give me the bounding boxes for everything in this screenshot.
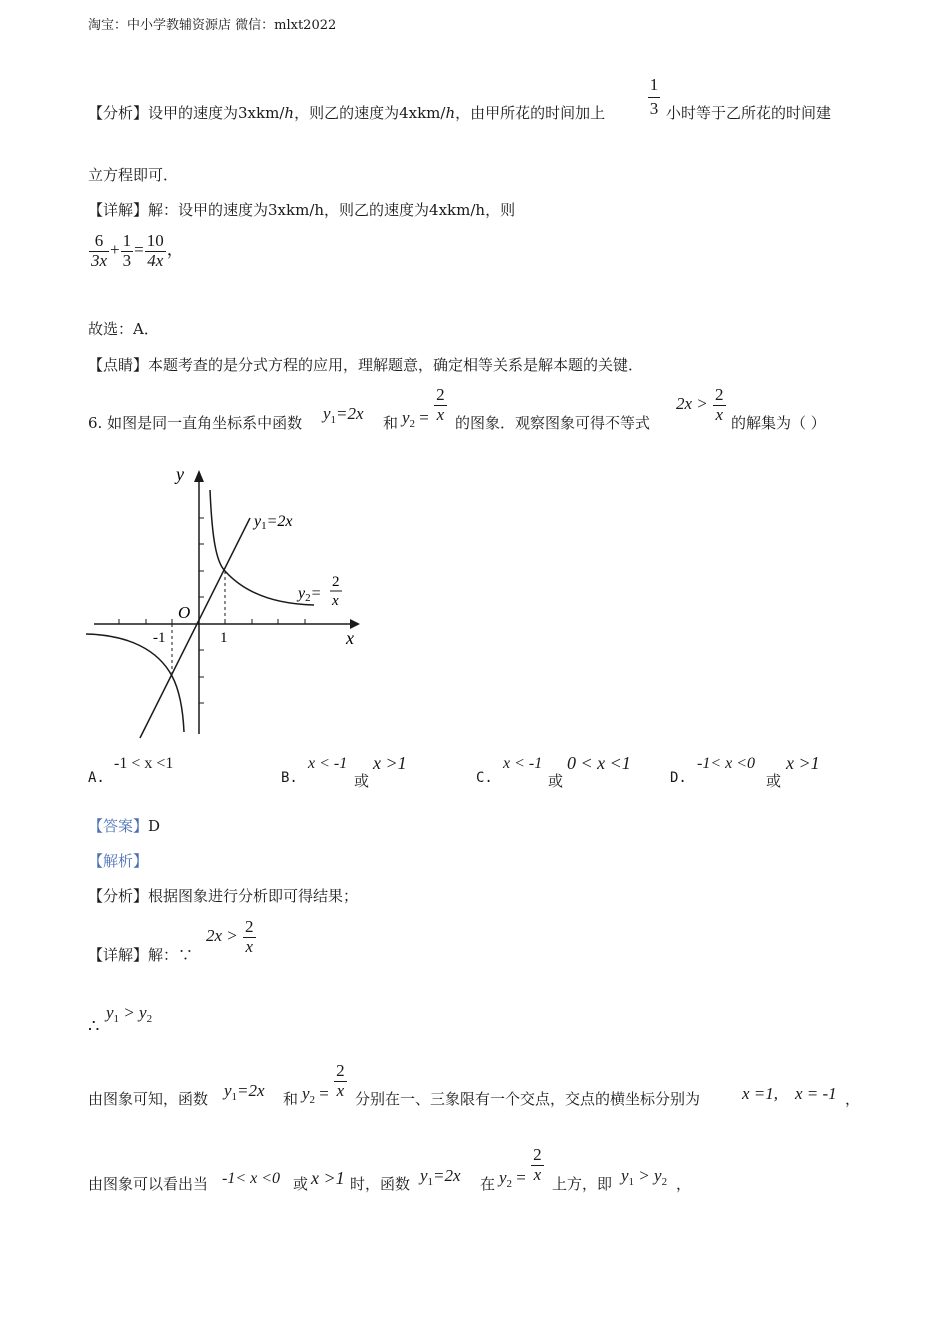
stem-y2-expr	[402, 385, 448, 431]
unit-h: h	[445, 104, 456, 122]
tick-label-neg1: -1	[153, 630, 166, 646]
line3-x1: x =1,	[742, 1084, 779, 1103]
denominator: 3	[122, 250, 132, 270]
y-axis-label: y	[176, 464, 184, 484]
subscript: 2	[506, 1178, 513, 1191]
curve2-label: y2=	[298, 585, 322, 604]
line3-end: ，	[845, 1090, 861, 1108]
denominator: 4x	[147, 250, 164, 270]
fraction-6-over-3x	[89, 232, 109, 270]
denominator: x	[436, 404, 445, 424]
var-y: y	[621, 1166, 629, 1185]
option-d-expr: -1< x <0	[697, 755, 756, 772]
denominator: x	[715, 404, 724, 424]
expr-2x: =2x	[336, 404, 364, 423]
subscript: 2	[309, 1094, 316, 1107]
ineq-left: 2x >	[676, 394, 708, 414]
page-header: 淘宝：中小学教辅资源店 微信：mlxt2022	[88, 18, 337, 33]
numerator: 2	[436, 385, 445, 404]
hyperbola-branch-negative	[86, 634, 184, 732]
line3-text-a: 由图象可知，函数	[88, 1090, 209, 1108]
option-c-expr: x < -1	[503, 755, 543, 772]
var-y: y	[302, 1084, 310, 1104]
line4-end: ，	[676, 1175, 692, 1193]
fraction-1-over-3	[121, 232, 134, 270]
q5-analysis-line	[88, 102, 605, 123]
answer-value: D	[148, 817, 161, 835]
stem-inequality	[676, 386, 727, 424]
detail-text: 解：设甲的速度为3xkm/h，则乙的速度为4xkm/h，则	[148, 201, 516, 219]
curve2-frac-den: x	[332, 593, 339, 609]
line4-or: 或	[293, 1175, 309, 1193]
var-y: y	[224, 1081, 232, 1100]
comma: ，	[166, 240, 184, 260]
subscript: 1	[231, 1091, 238, 1103]
analysis-text: 根据图象进行分析即可得结果；	[148, 887, 359, 905]
numerator: 2	[336, 1061, 345, 1080]
analysis-text-d: 小时等于乙所花的时间建	[666, 104, 832, 122]
option-c-expr2: 0 < x <1	[567, 753, 631, 773]
fraction-denominator: 3	[649, 98, 659, 118]
comment-text: 本题考查的是分式方程的应用，理解题意，确定相等关系是解本题的关键．	[148, 356, 644, 374]
gt-y: > y	[634, 1166, 662, 1185]
numerator: 6	[89, 232, 109, 252]
option-a-letter: A.	[88, 770, 105, 786]
subscript: 2	[409, 418, 416, 431]
line4-text-b: 时，函数	[350, 1175, 411, 1193]
answer-line	[88, 815, 160, 836]
analysis-continuation: 立方程即可．	[88, 166, 179, 184]
gt-y: > y	[119, 1003, 147, 1022]
fraction-one-third	[648, 76, 660, 118]
denominator: x	[533, 1164, 542, 1184]
stem-text-c: 的解集为（ ）	[731, 414, 826, 432]
var-y: y	[323, 404, 331, 423]
line4-y1-expr	[420, 1166, 461, 1186]
equals-sign: =	[516, 1168, 526, 1188]
line4-text-a: 由图象可以看出当	[88, 1175, 209, 1193]
subscript: 1	[628, 1176, 635, 1188]
q6-detail-line	[88, 944, 193, 965]
var-y: y	[420, 1166, 428, 1185]
line4-y1-gt-y2	[621, 1166, 667, 1186]
fraction-10-over-4x	[145, 232, 166, 270]
function-graph	[84, 462, 374, 744]
subscript: 1	[113, 1013, 120, 1025]
option-b-expr2: x >1	[373, 753, 407, 773]
analysis-text-b: ，则乙的速度为4xkm/	[294, 104, 446, 122]
and-word: 和	[383, 414, 399, 432]
line3-y1-expr	[224, 1081, 265, 1101]
fraction-numerator: 1	[649, 75, 659, 94]
stem-y1-expr	[323, 404, 364, 424]
therefore-symbol: ∴	[88, 1016, 100, 1037]
equation	[88, 232, 184, 270]
jiexi-tag: 【解析】	[88, 852, 149, 870]
fraction-2-over-x	[334, 1062, 347, 1100]
equals-sign: =	[134, 240, 144, 260]
denominator: x	[245, 936, 254, 956]
denominator: x	[336, 1080, 345, 1100]
q6-stem	[88, 412, 302, 433]
analysis-text-c: ，由甲所花的时间加上	[455, 104, 606, 122]
option-b-expr: x < -1	[308, 755, 348, 772]
numerator: 2	[245, 917, 254, 936]
line4-range1: -1< x <0	[222, 1170, 281, 1187]
option-a-expr: -1 < x <1	[114, 755, 174, 772]
line4-y2-expr	[499, 1145, 545, 1191]
numerator: 2	[715, 385, 724, 404]
fraction-2-over-x	[531, 1146, 544, 1184]
denominator: 3x	[91, 250, 108, 270]
choice-line: 故选：A．	[88, 320, 159, 338]
numerator: 1	[122, 231, 132, 250]
q5-detail-line	[88, 199, 515, 220]
analysis-tag: 【分析】	[88, 104, 149, 122]
equals-sign: =	[419, 408, 429, 428]
option-b-letter: B.	[281, 770, 298, 786]
numerator: 2	[533, 1145, 542, 1164]
line3-and: 和	[283, 1090, 299, 1108]
option-c-or: 或	[548, 772, 564, 790]
expr-2x: =2x	[237, 1081, 265, 1100]
numerator: 10	[146, 231, 164, 250]
stem-text-a: 6. 如图是同一直角坐标系中函数	[88, 414, 303, 432]
var-y: y	[499, 1168, 507, 1188]
detail-inequality	[206, 918, 257, 956]
curve2-frac-num: 2	[332, 574, 340, 590]
line4-text-c: 上方，即	[552, 1175, 613, 1193]
detail-tag: 【详解】	[88, 201, 149, 219]
option-d-or: 或	[766, 772, 782, 790]
line3-text-b: 分别在一、三象限有一个交点，交点的横坐标分别为	[355, 1090, 701, 1108]
detail-tag: 【详解】	[88, 946, 149, 964]
x-axis-label: x	[346, 628, 354, 648]
option-b-or: 或	[354, 772, 370, 790]
line3-y2-expr	[302, 1061, 348, 1107]
subscript: 1	[427, 1176, 434, 1188]
origin-label: O	[178, 603, 191, 622]
option-d-letter: D.	[670, 770, 687, 786]
subscript: 1	[330, 414, 337, 426]
line3-x2: x = -1	[795, 1084, 837, 1103]
analysis-tag: 【分析】	[88, 887, 149, 905]
fraction-2-over-x	[713, 386, 726, 424]
line4-range2: x >1	[311, 1168, 345, 1188]
equals-sign: =	[319, 1084, 329, 1104]
detail-text: 解：∵	[148, 946, 194, 964]
fraction-2-over-x	[434, 386, 447, 424]
option-c-letter: C.	[476, 770, 493, 786]
ineq-left: 2x >	[206, 926, 238, 946]
unit-h: h	[284, 104, 295, 122]
subscript: 2	[661, 1176, 668, 1188]
var-y: y	[402, 408, 410, 428]
line-y1	[140, 518, 250, 738]
subscript: 2	[146, 1013, 153, 1025]
curve1-label: y1=2x	[254, 513, 293, 532]
tick-label-1: 1	[220, 630, 228, 646]
line4-at: 在	[480, 1175, 496, 1193]
option-d-expr2: x >1	[786, 753, 820, 773]
y1-gt-y2	[106, 1003, 152, 1023]
answer-tag: 【答案】	[88, 817, 149, 835]
plus-sign: +	[110, 240, 120, 260]
expr-2x: =2x	[433, 1166, 461, 1185]
comment-tag: 【点睛】	[88, 356, 149, 374]
var-y: y	[106, 1003, 114, 1022]
analysis-text-a: 设甲的速度为3xkm/	[148, 104, 285, 122]
comment-line	[88, 354, 643, 375]
stem-text-b: 的图象．观察图象可得不等式	[455, 414, 651, 432]
fraction-bar	[648, 97, 660, 98]
fraction-2-over-x	[243, 918, 256, 956]
q6-analysis-line	[88, 885, 358, 906]
y-axis-arrow	[194, 470, 204, 482]
